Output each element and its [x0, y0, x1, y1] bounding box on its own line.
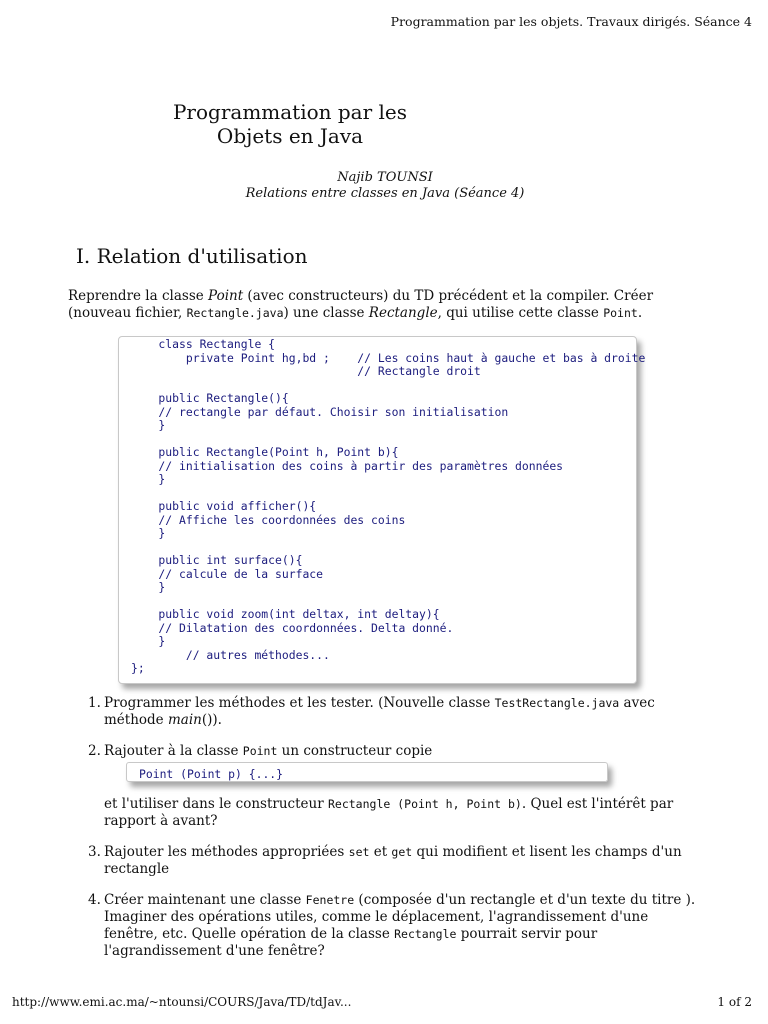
item-text-part: Programmer les méthodes et les tester. (Nouvelle classe [104, 695, 495, 711]
intro-text: ) une classe [283, 305, 369, 321]
item-text [104, 695, 698, 729]
rectangle-class-code: class Rectangle { private Point hg,bd ; // Les coins haut à gauche et bas à droite // Rectangle droit public Rectangle(){ // rectangle par défaut. Choisir son initialisation } public Rectangle(Point h, Point b){ // initialisation des coins à partir des paramètres données } public void afficher(){ // Affiche les coordonnées des coins } public int surface(){ // calcule de la surface } public void zoom(int deltax, int deltay){ // Dilatation des coordonnées. Delta donné. } // autres méthodes... }; [131, 337, 646, 675]
page-number: 1 of 2 [717, 995, 752, 1009]
item-code: Fenetre [305, 893, 355, 907]
item-italic: main [167, 712, 202, 728]
item-text-part: Créer maintenant une classe [104, 892, 306, 908]
intro-point-code: Point [603, 306, 638, 320]
item-code: Rectangle (Point h, Point b) [327, 797, 522, 811]
item-text-part: (composée d'un rectangle et d'un texte du titre ). Imaginer des opérations utiles, comme le déplacement, l'agrandissement d'une fenêtre, etc. Quelle opération de la classe [104, 892, 696, 942]
intro-paragraph [68, 288, 708, 322]
intro-point-italic: Point [208, 288, 244, 304]
item-text-part: et [369, 844, 392, 860]
list-item [88, 695, 698, 729]
item-code: TestRectangle.java [494, 696, 620, 710]
author-block [200, 170, 570, 202]
item-text-part: un constructeur copie [277, 743, 433, 759]
page-header: Programmation par les objets. Travaux dirigés. Séance 4 [390, 14, 752, 29]
section-title: I. Relation d'utilisation [76, 244, 308, 268]
item-number: 4. [88, 892, 101, 908]
item-text [104, 743, 698, 760]
item-code: Point [242, 744, 278, 758]
item-text-part: . Quel est l'intérêt par rapport à avant? [104, 796, 674, 829]
footer-url: http://www.emi.ac.ma/~ntounsi/COURS/Java/TD/tdJav... [12, 995, 352, 1009]
document-subtitle: Relations entre classes en Java (Séance 4) [245, 186, 525, 201]
title-line-2: Objets en Java [216, 124, 364, 148]
item-text-part: qui modifient et lisent les champs d'un rectangle [104, 844, 682, 877]
item-text-part: avec méthode [104, 695, 655, 728]
item-code: get [391, 845, 413, 859]
item-code: set [348, 845, 370, 859]
item-number: 2. [88, 743, 101, 759]
intro-text: (avec constructeurs) du TD précédent et la compiler. Créer (nouveau fichier, [68, 288, 654, 321]
intro-text: . [637, 305, 643, 321]
item-text-part: Rajouter les méthodes appropriées [104, 844, 349, 860]
item-text-part: ()). [201, 712, 222, 728]
exercise-list [88, 695, 698, 974]
intro-text: , qui utilise cette classe [437, 305, 604, 321]
copy-constructor-snippet: Point (Point p) {...} [126, 762, 608, 782]
list-item [88, 892, 698, 960]
intro-rectangle-italic: Rectangle [368, 305, 438, 321]
list-item [88, 844, 698, 878]
item-text-part: Rajouter à la classe [104, 743, 243, 759]
item-text [104, 844, 698, 878]
title-line-1: Programmation par les [172, 100, 408, 124]
document-title [150, 100, 430, 148]
item-continuation [104, 796, 698, 830]
list-item [88, 743, 698, 760]
item-text [104, 892, 698, 960]
author-name: Najib TOUNSI [337, 170, 433, 185]
intro-file-code: Rectangle.java [186, 306, 284, 320]
item-code: Rectangle [394, 927, 457, 941]
item-number: 1. [88, 695, 101, 711]
intro-text: Reprendre la classe [68, 288, 209, 304]
item-text-part: pourrait servir pour l'agrandissement d'une fenêtre? [104, 926, 598, 959]
item-text-part: et l'utiliser dans le constructeur [104, 796, 328, 812]
item-number: 3. [88, 844, 101, 860]
